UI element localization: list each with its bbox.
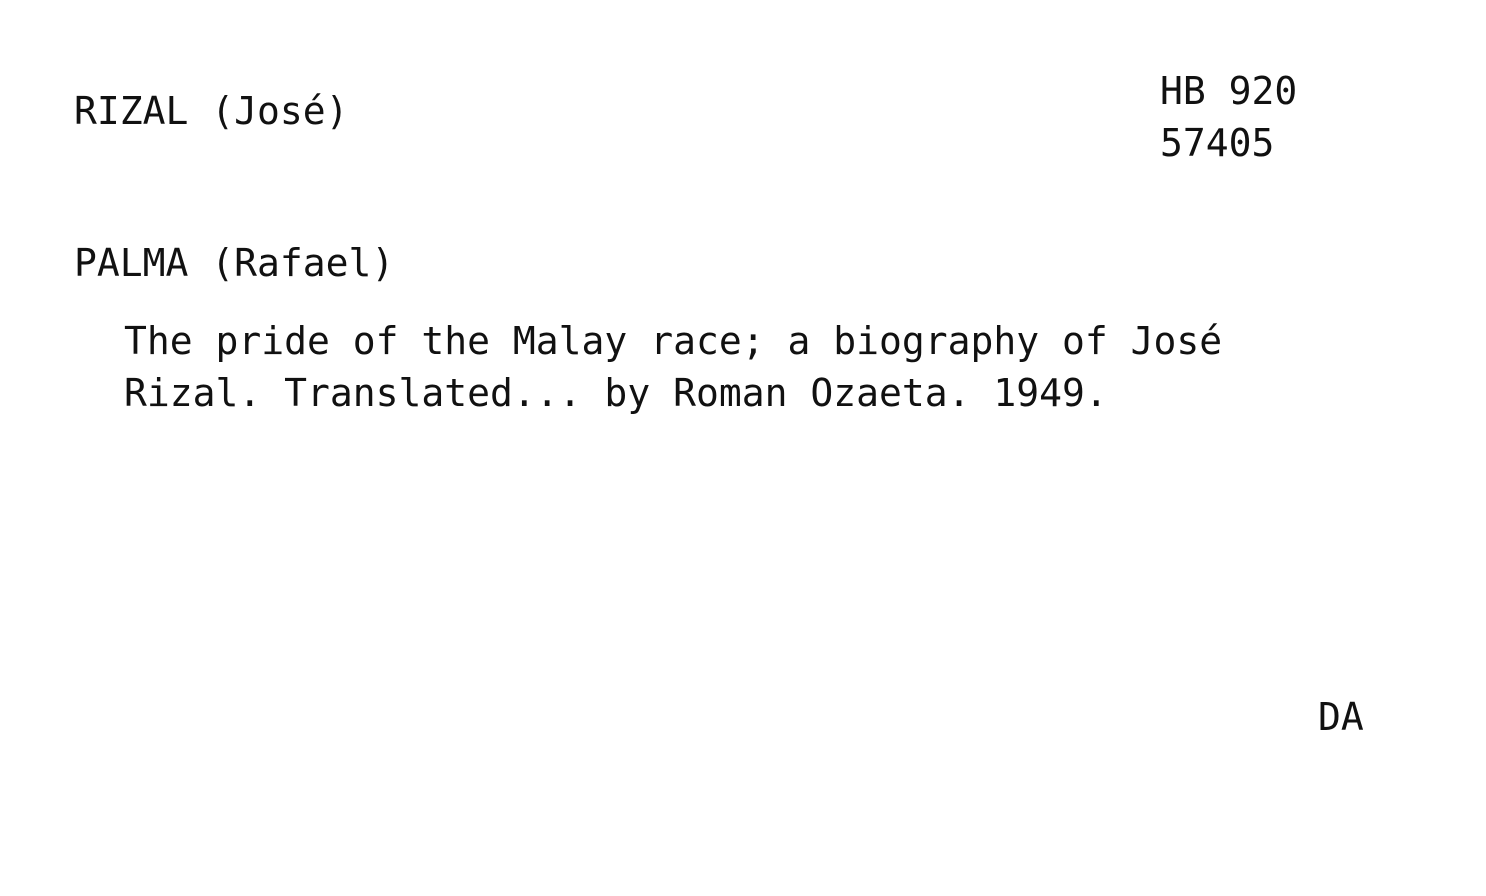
title-line-2: Rizal. Translated... by Roman Ozaeta. 1949. xyxy=(124,371,1108,415)
call-number-line-2: 57405 xyxy=(1160,121,1275,165)
title-line-1: The pride of the Malay race; a biography of José xyxy=(124,319,1223,363)
subject-heading: RIZAL (José) xyxy=(74,89,349,133)
call-number-line-1: HB 920 xyxy=(1160,69,1298,113)
cataloger-initials: DA xyxy=(1318,695,1364,739)
author-heading: PALMA (Rafael) xyxy=(74,241,395,285)
